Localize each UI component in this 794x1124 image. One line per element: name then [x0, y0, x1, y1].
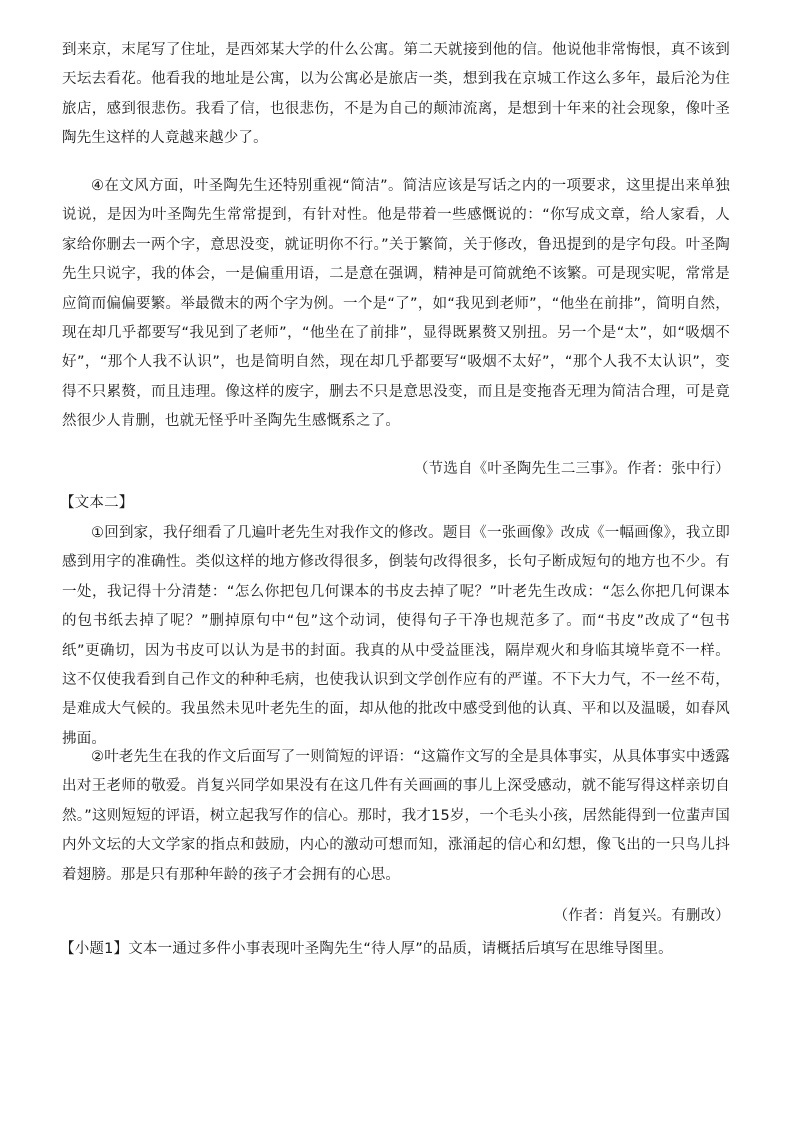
text1-source: （节选自《叶圣陶先生二三事》。作者：张中行） [413, 461, 730, 477]
text2-paragraph-1: ①回到家，我仔细看了几遍叶老先生对我作文的修改。题目《一张画像》改成《一幅画像》，我立即感到用字的准确性。类似这样的地方修改得很多，倒装句改得很多，长句子断成短句的地方也不少。有一处，我记得十分清楚：“怎么你把包几何课本的书皮去掉了呢？”叶老先生改成：“怎么你把几何课本的包书纸去掉了呢？”删掉原句中“包”这个动词，使得句子干净也规范多了。而“书皮”改成了“包书纸”更确切，因为书皮可以认为是书的封面。我真的从中受益匪浅，隔岸观火和身临其境毕竟不一样。这不仅使我看到自己作文的种种毛病，也使我认识到文学创作应有的严谨。不下大力气，不一丝不苟，是难成大气候的。我虽然未见叶老先生的面，却从他的批改中感受到他的认真、平和以及温暖，如春风拂面。 [62, 525, 730, 747]
text1-paragraph-4: ④在文风方面，叶圣陶先生还特别重视“简洁”。简洁应该是写话之内的一项要求，这里提出来单独说说，是因为叶圣陶先生常常提到，有针对性。他是带着一些感慨说的：“你写成文章，给人家看，人家给你删去一两个字，意思没变，就证明你不行。”关于繁简，关于修改，鲁迅提到的是字句段。叶圣陶先生只说字，我的体会，一是偏重用语，二是意在强调，精神是可简就绝不该繁。可是现实呢，常常是应简而偏偏要繁。举最微末的两个字为例。一个是“了”，如“我见到老师”，“他坐在前排”，简明自然，现在却几乎都要写“我见到了老师”，“他坐在了前排”，显得既累赘又别扭。另一个是“太”，如“吸烟不好”，“那个人我不认识”，也是简明自然，现在却几乎都要写“吸烟不太好”，“那个人我不太认识”，变得不只累赘，而且违理。像这样的废字，删去不只是意思没变，而且是变拖沓无理为简洁合理，可是竟然很少人肯删，也就无怪乎叶圣陶先生感慨系之了。 [62, 178, 730, 430]
text2-heading: 【文本二】 [60, 495, 134, 511]
text2-source: （作者：肖复兴。有删改） [553, 908, 730, 924]
text2-paragraph-2: ②叶老先生在我的作文后面写了一则简短的评语：“这篇作文写的全是具体事实，从具体事实中透露出对王老师的敬爱。肖复兴同学如果没有在这几件有关画画的事儿上深受感动，就不能写得这样亲切自然。”这则短短的评语，树立起我写作的信心。那时，我才15岁，一个毛头小孩，居然能得到一位蜚声国内外文坛的大文学家的指点和鼓励，内心的激动可想而知，涨涌起的信心和幻想，像飞出的一只鸟儿抖着翅膀。那是只有那种年龄的孩子才会拥有的心思。 [62, 749, 730, 883]
text1-paragraph-continued: 到来京，末尾写了住址，是西郊某大学的什么公寓。第二天就接到他的信。他说他非常悔恨，真不该到天坛去看花。他看我的地址是公寓，以为公寓必是旅店一类，想到我在京城工作这么多年，最后沦为住旅店，感到很悲伤。我看了信，也很悲伤，不是为自己的颠沛流离，是想到十年来的社会现象，像叶圣陶先生这样的人竟越来越少了。 [62, 42, 730, 147]
question-1: 【小题1】文本一通过多件小事表现叶圣陶先生“待人厚”的品质，请概括后填写在思维导图里。 [60, 941, 673, 957]
